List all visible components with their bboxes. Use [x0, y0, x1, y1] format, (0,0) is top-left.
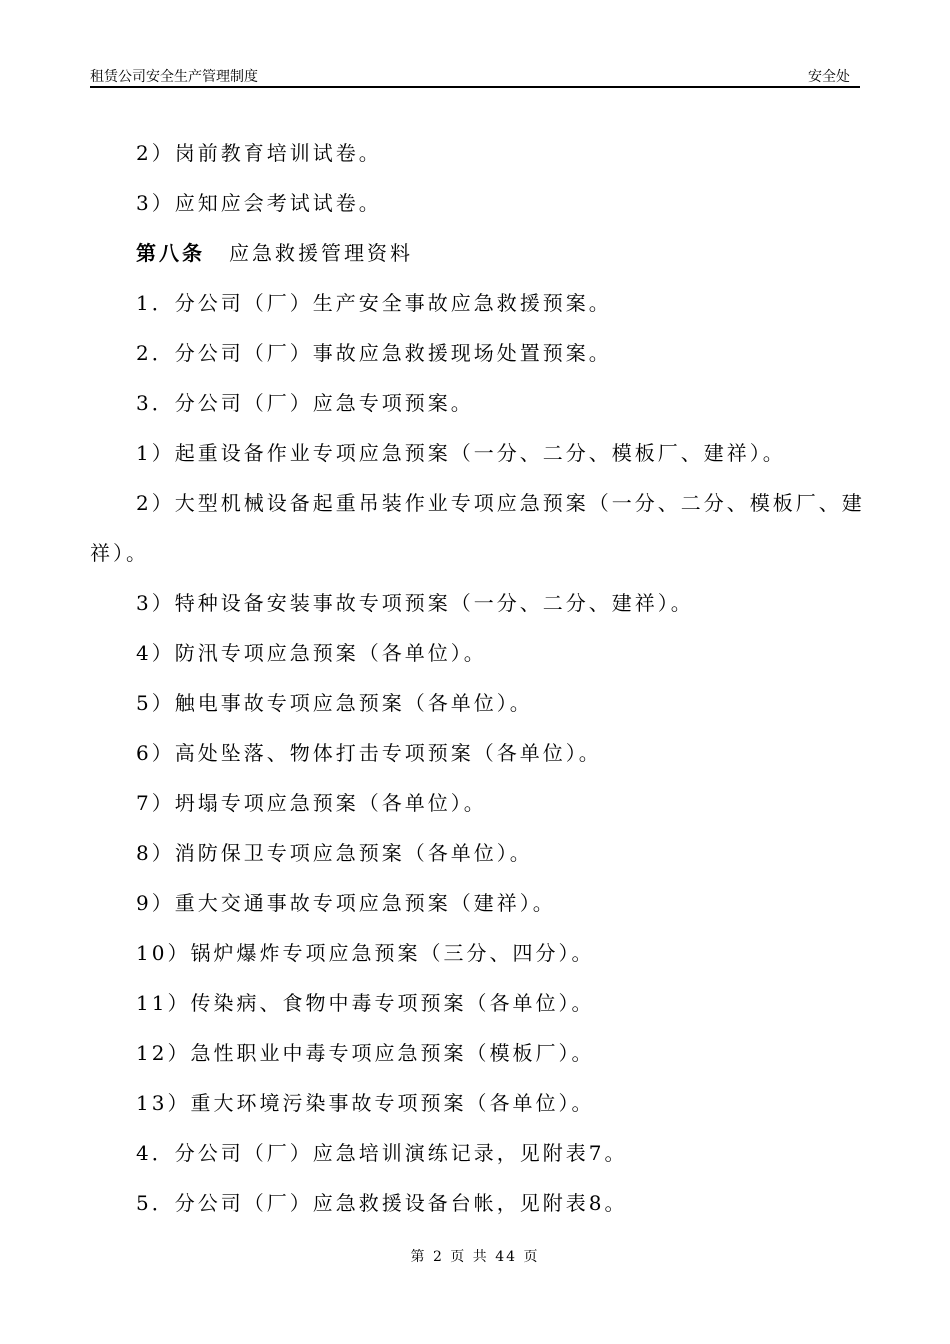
- list-item: 5．分公司（厂）应急救援设备台帐，见附表8。: [136, 1191, 628, 1215]
- list-item: 2）大型机械设备起重吊装作业专项应急预案（一分、二分、模板厂、建: [136, 491, 865, 515]
- list-item: 2．分公司（厂）事故应急救援现场处置预案。: [136, 341, 612, 365]
- list-item: 3）应知应会考试试卷。: [136, 191, 382, 215]
- list-item: 2）岗前教育培训试卷。: [136, 141, 382, 165]
- list-item: 10）锅炉爆炸专项应急预案（三分、四分）。: [136, 941, 595, 965]
- list-item: 11）传染病、食物中毒专项预案（各单位）。: [136, 991, 595, 1015]
- list-item: 4）防汛专项应急预案（各单位）。: [136, 641, 487, 665]
- page-number: 第 2 页 共 44 页: [410, 1249, 540, 1265]
- list-item: 4．分公司（厂）应急培训演练记录，见附表7。: [136, 1141, 628, 1165]
- list-item: 9）重大交通事故专项应急预案（建祥）。: [136, 891, 556, 915]
- list-item: 6）高处坠落、物体打击专项预案（各单位）。: [136, 741, 602, 765]
- article-title: 应急救援管理资料: [229, 241, 413, 265]
- header-department: 安全处: [808, 69, 850, 85]
- list-item: 7）坍塌专项应急预案（各单位）。: [136, 791, 487, 815]
- list-item: 8）消防保卫专项应急预案（各单位）。: [136, 841, 533, 865]
- list-item: 3．分公司（厂）应急专项预案。: [136, 391, 474, 415]
- list-item: 13）重大环境污染事故专项预案（各单位）。: [136, 1091, 595, 1115]
- list-item: 5）触电事故专项应急预案（各单位）。: [136, 691, 533, 715]
- list-item-continuation: 祥）。: [90, 541, 149, 565]
- header-title: 租赁公司安全生产管理制度: [90, 69, 258, 85]
- document-body: [90, 128, 865, 1228]
- article-number: 第八条: [136, 241, 205, 265]
- page-header: [90, 64, 860, 88]
- list-item: 1）起重设备作业专项应急预案（一分、二分、模板厂、建祥）。: [136, 441, 786, 465]
- section-heading: [90, 228, 860, 278]
- list-item: 12）急性职业中毒专项应急预案（模板厂）。: [136, 1041, 595, 1065]
- list-item: 3）特种设备安装事故专项预案（一分、二分、建祥）。: [136, 591, 694, 615]
- list-item: 1．分公司（厂）生产安全事故应急救援预案。: [136, 291, 612, 315]
